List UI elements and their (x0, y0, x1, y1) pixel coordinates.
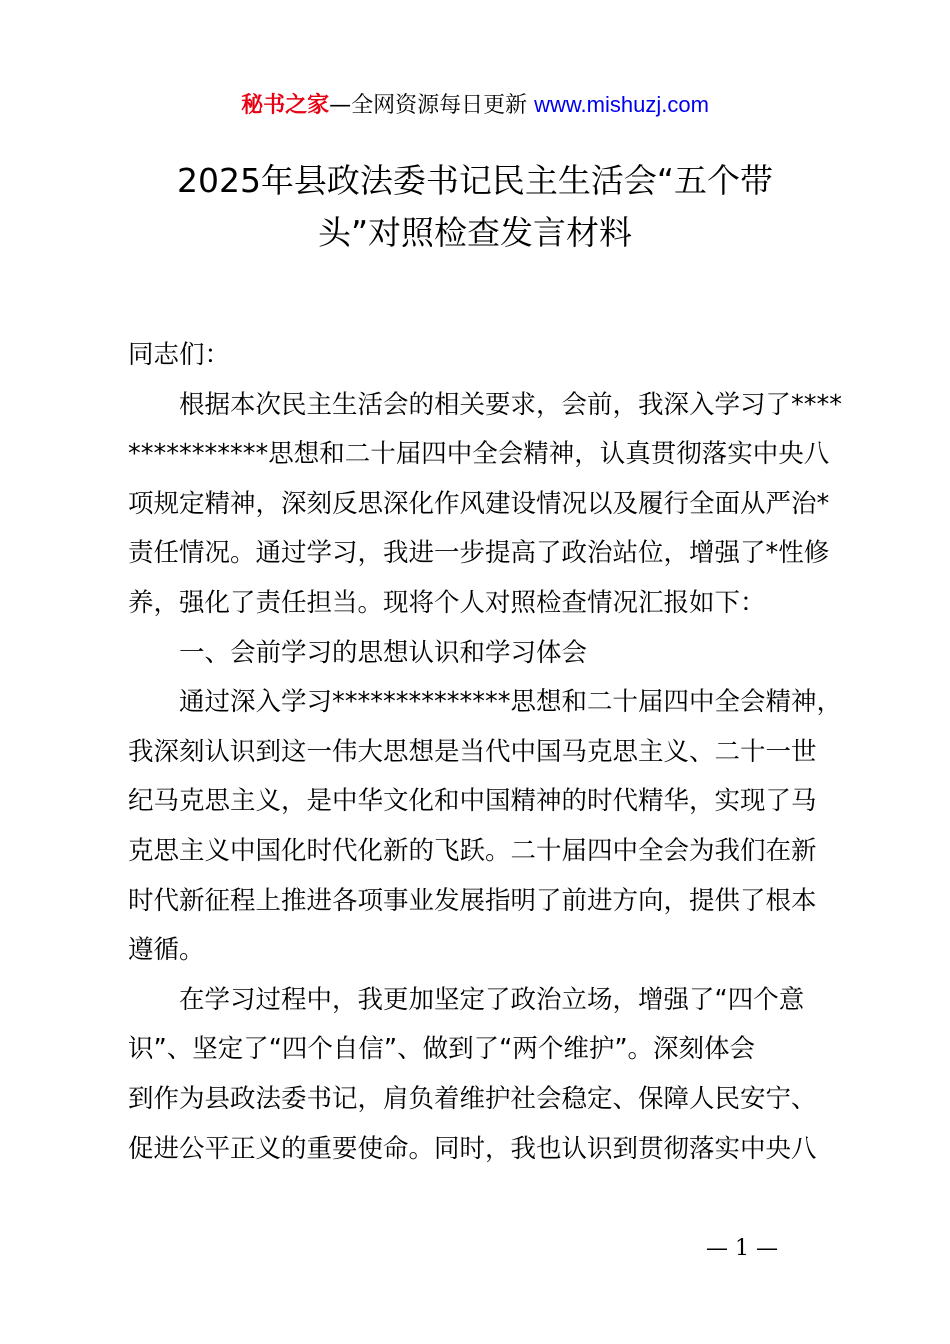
paragraph-line: 根据本次民主生活会的相关要求，会前，我深入学习了**** (179, 389, 843, 420)
site-url-link[interactable]: www.mishuzj.com (534, 92, 709, 117)
page-number: — 1 — (706, 1236, 778, 1261)
paragraph-line: ***********思想和二十届四中全会精神，认真贯彻落实中央八 (128, 439, 830, 470)
paragraph-line: 时代新征程上推进各项事业发展指明了前进方向，提供了根本 (128, 885, 817, 916)
title-line-2: 头”对照检查发言材料 (317, 213, 633, 252)
section-heading: 一、会前学习的思想认识和学习体会 (179, 637, 588, 668)
paragraph-line: 纪马克思主义，是中华文化和中国精神的时代精华，实现了马 (128, 786, 817, 817)
document-body (128, 331, 858, 1174)
title-line-1: 2025年县政法委书记民主生活会“五个带 (176, 161, 774, 200)
paragraph-line: 克思主义中国化时代化新的飞跃。二十届四中全会为我们在新 (128, 835, 817, 866)
paragraph-line: 责任情况。通过学习，我进一步提高了政治站位，增强了*性修 (128, 538, 830, 569)
site-tagline: —全网资源每日更新 (329, 93, 535, 118)
paragraph-line: 到作为县政法委书记，肩负着维护社会稳定、保障人民安宁、 (128, 1083, 817, 1114)
site-banner (0, 88, 950, 123)
paragraph-line: 促进公平正义的重要使命。同时，我也认识到贯彻落实中央八 (128, 1133, 817, 1164)
site-brand: 秘书之家 (241, 93, 330, 118)
paragraph-line: 项规定精神，深刻反思深化作风建设情况以及履行全面从严治* (128, 488, 830, 519)
paragraph-line: 识”、坚定了“四个自信”、做到了“两个维护”。深刻体会 (128, 1034, 756, 1065)
document-title (120, 155, 830, 259)
paragraph-line: 养，强化了责任担当。现将个人对照检查情况汇报如下： (128, 587, 766, 618)
salutation: 同志们： (128, 340, 231, 370)
paragraph-line: 遵循。 (128, 935, 205, 966)
paragraph-line: 我深刻认识到这一伟大思想是当代中国马克思主义、二十一世 (128, 736, 817, 767)
paragraph-line: 在学习过程中，我更加坚定了政治立场，增强了“四个意 (179, 984, 805, 1015)
paragraph-line: 通过深入学习**************思想和二十届四中全会精神， (179, 687, 843, 718)
